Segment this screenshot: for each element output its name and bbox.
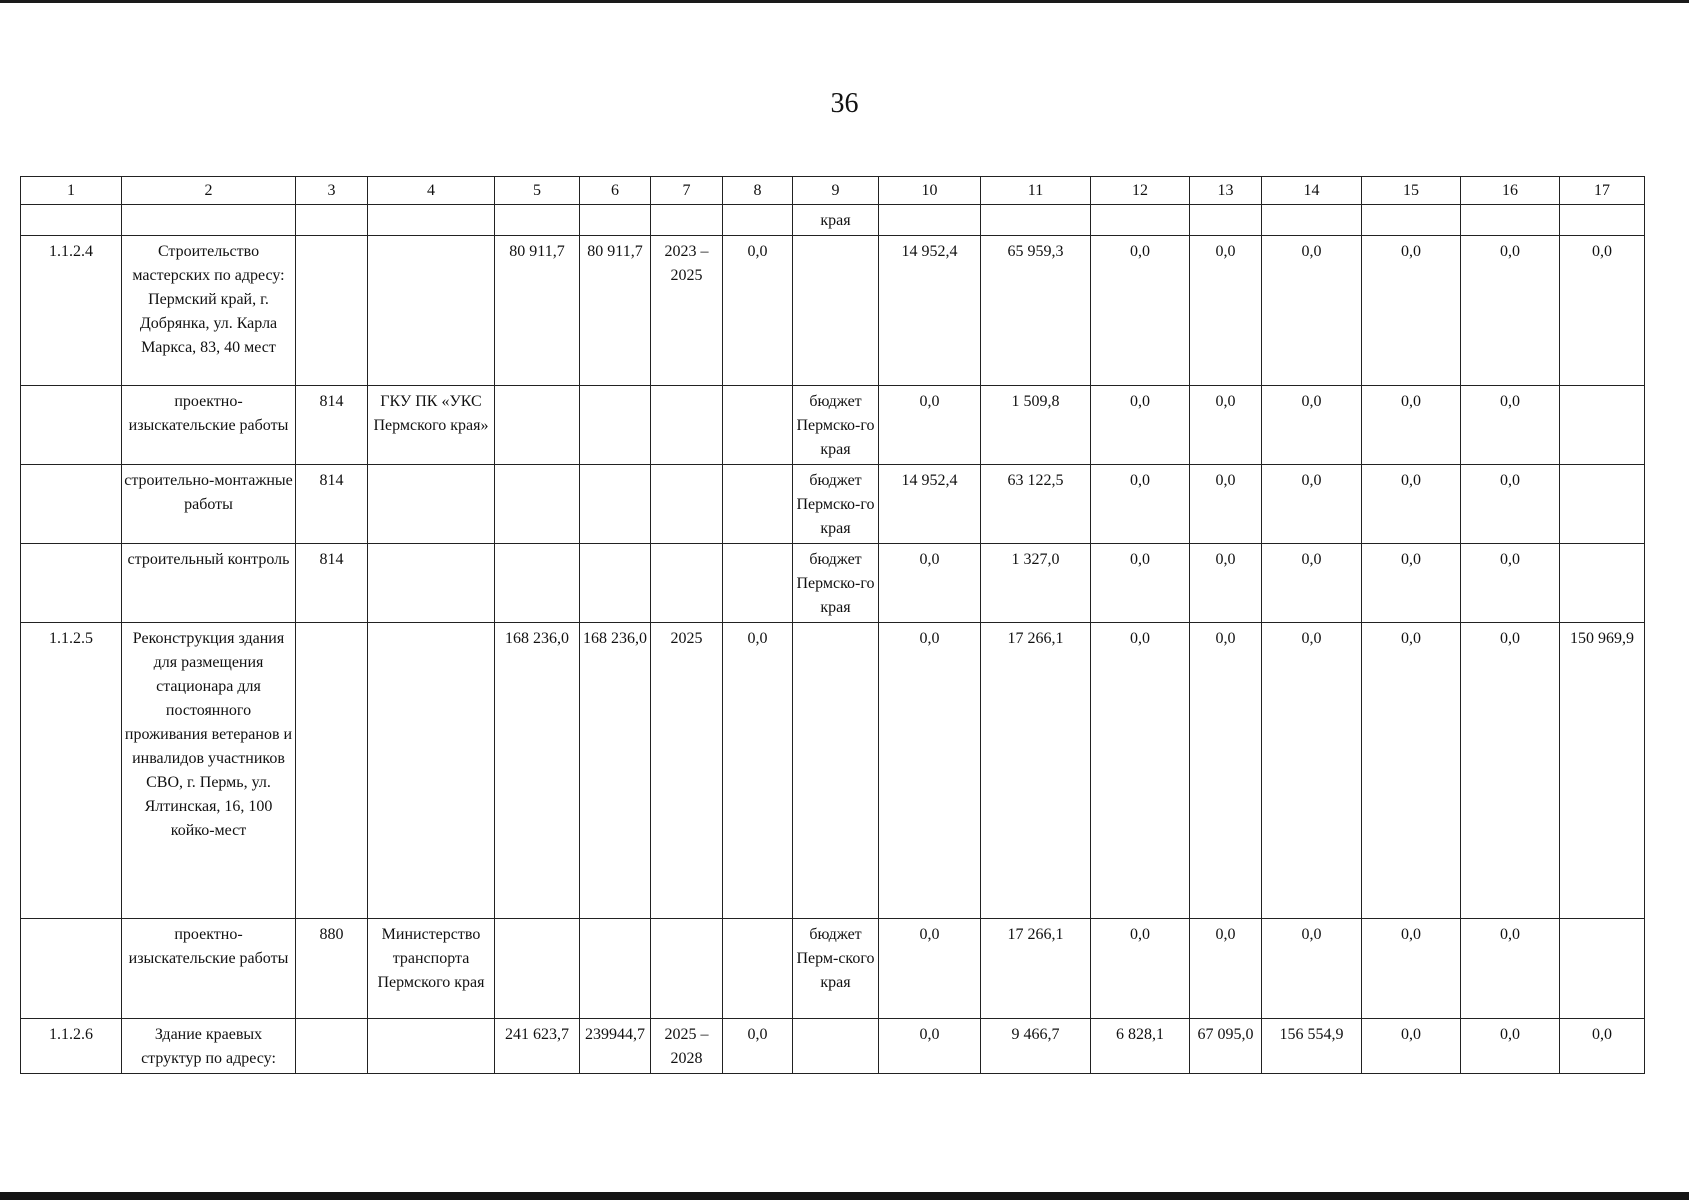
cell-col-5 <box>495 919 580 1019</box>
cell-col-1 <box>21 465 122 544</box>
cell-col-4 <box>368 544 495 623</box>
cell-col-2: Строительство мастерских по адресу: Пермский край, г. Добрянка, ул. Карла Маркса, 83, 40 мест <box>122 236 296 386</box>
table-row <box>21 544 1645 623</box>
cell-col-6: 239944,7 <box>580 1019 651 1074</box>
cell-col-5 <box>495 465 580 544</box>
cell-col-17 <box>1560 544 1645 623</box>
cell-col-1 <box>21 544 122 623</box>
cell-col-7 <box>651 919 723 1019</box>
header-cell-9: 9 <box>793 177 879 205</box>
cell-col-6 <box>580 544 651 623</box>
cell-col-10: 14 952,4 <box>879 465 981 544</box>
cell-col-15: 0,0 <box>1362 544 1461 623</box>
cell-col-15: 0,0 <box>1362 236 1461 386</box>
cell-col-13: 0,0 <box>1190 623 1262 919</box>
header-cell-13: 13 <box>1190 177 1262 205</box>
cell-col-8 <box>723 465 793 544</box>
cell-col-17 <box>1560 919 1645 1019</box>
cell-col-17: 0,0 <box>1560 1019 1645 1074</box>
cell-col-5 <box>495 205 580 236</box>
cell-col-2: проектно-изыскательские работы <box>122 386 296 465</box>
cell-col-1: 1.1.2.6 <box>21 1019 122 1074</box>
cell-col-11: 17 266,1 <box>981 919 1091 1019</box>
cell-col-12: 0,0 <box>1091 544 1190 623</box>
cell-col-17 <box>1560 386 1645 465</box>
table-row <box>21 205 1645 236</box>
header-cell-3: 3 <box>296 177 368 205</box>
cell-col-16: 0,0 <box>1461 623 1560 919</box>
cell-col-16: 0,0 <box>1461 919 1560 1019</box>
cell-col-15: 0,0 <box>1362 465 1461 544</box>
cell-col-12: 6 828,1 <box>1091 1019 1190 1074</box>
cell-col-5: 80 911,7 <box>495 236 580 386</box>
cell-col-8 <box>723 205 793 236</box>
table-row <box>21 623 1645 919</box>
header-cell-1: 1 <box>21 177 122 205</box>
cell-col-7 <box>651 386 723 465</box>
header-cell-15: 15 <box>1362 177 1461 205</box>
page-number: 36 <box>830 88 859 119</box>
cell-col-13: 0,0 <box>1190 919 1262 1019</box>
cell-col-5: 241 623,7 <box>495 1019 580 1074</box>
cell-col-14: 156 554,9 <box>1262 1019 1362 1074</box>
cell-col-13: 0,0 <box>1190 544 1262 623</box>
cell-col-5 <box>495 544 580 623</box>
cell-col-12: 0,0 <box>1091 623 1190 919</box>
cell-col-14: 0,0 <box>1262 919 1362 1019</box>
header-cell-17: 17 <box>1560 177 1645 205</box>
cell-col-13 <box>1190 205 1262 236</box>
cell-col-3: 814 <box>296 465 368 544</box>
cell-col-16 <box>1461 205 1560 236</box>
cell-col-15: 0,0 <box>1362 623 1461 919</box>
cell-col-2 <box>122 205 296 236</box>
cell-col-16: 0,0 <box>1461 544 1560 623</box>
header-cell-11: 11 <box>981 177 1091 205</box>
cell-col-16: 0,0 <box>1461 465 1560 544</box>
cell-col-9: бюджет Пермско-го края <box>793 544 879 623</box>
cell-col-6: 80 911,7 <box>580 236 651 386</box>
cell-col-8: 0,0 <box>723 1019 793 1074</box>
cell-col-12: 0,0 <box>1091 386 1190 465</box>
cell-col-3 <box>296 205 368 236</box>
cell-col-11: 63 122,5 <box>981 465 1091 544</box>
cell-col-9 <box>793 236 879 386</box>
cell-col-14: 0,0 <box>1262 544 1362 623</box>
cell-col-16: 0,0 <box>1461 386 1560 465</box>
cell-col-15 <box>1362 205 1461 236</box>
cell-col-13: 0,0 <box>1190 236 1262 386</box>
cell-col-1: 1.1.2.4 <box>21 236 122 386</box>
header-cell-4: 4 <box>368 177 495 205</box>
table-row <box>21 465 1645 544</box>
cell-col-5 <box>495 386 580 465</box>
cell-col-2: Реконструкция здания для размещения стационара для постоянного проживания ветеранов и инвалидов участников СВО, г. Пермь, ул. Ялтинская, 16, 100 койко-мест <box>122 623 296 919</box>
table-row <box>21 919 1645 1019</box>
cell-col-6 <box>580 386 651 465</box>
cell-col-7: 2025 – 2028 <box>651 1019 723 1074</box>
cell-col-12: 0,0 <box>1091 236 1190 386</box>
cell-col-17 <box>1560 465 1645 544</box>
cell-col-8 <box>723 919 793 1019</box>
cell-col-6 <box>580 465 651 544</box>
cell-col-11 <box>981 205 1091 236</box>
cell-col-9: бюджет Перм-ского края <box>793 919 879 1019</box>
cell-col-10: 0,0 <box>879 623 981 919</box>
cell-col-17: 0,0 <box>1560 236 1645 386</box>
cell-col-4 <box>368 205 495 236</box>
cell-col-4 <box>368 465 495 544</box>
cell-col-13: 0,0 <box>1190 465 1262 544</box>
header-cell-10: 10 <box>879 177 981 205</box>
table-row <box>21 236 1645 386</box>
cell-col-2: строительный контроль <box>122 544 296 623</box>
cell-col-16: 0,0 <box>1461 1019 1560 1074</box>
header-cell-7: 7 <box>651 177 723 205</box>
header-cell-12: 12 <box>1091 177 1190 205</box>
cell-col-14: 0,0 <box>1262 465 1362 544</box>
cell-col-4: ГКУ ПК «УКС Пермского края» <box>368 386 495 465</box>
cell-col-11: 65 959,3 <box>981 236 1091 386</box>
cell-col-1 <box>21 919 122 1019</box>
cell-col-12: 0,0 <box>1091 465 1190 544</box>
cell-col-12 <box>1091 205 1190 236</box>
cell-col-17 <box>1560 205 1645 236</box>
cell-col-9: бюджет Пермско-го края <box>793 465 879 544</box>
cell-col-1 <box>21 205 122 236</box>
cell-col-6 <box>580 919 651 1019</box>
cell-col-4 <box>368 623 495 919</box>
cell-col-14: 0,0 <box>1262 236 1362 386</box>
header-cell-5: 5 <box>495 177 580 205</box>
header-cell-8: 8 <box>723 177 793 205</box>
cell-col-4 <box>368 236 495 386</box>
cell-col-7 <box>651 544 723 623</box>
cell-col-4 <box>368 1019 495 1074</box>
cell-col-11: 9 466,7 <box>981 1019 1091 1074</box>
cell-col-2: Здание краевых структур по адресу: <box>122 1019 296 1074</box>
cell-col-10 <box>879 205 981 236</box>
header-cell-6: 6 <box>580 177 651 205</box>
cell-col-3 <box>296 236 368 386</box>
cell-col-14: 0,0 <box>1262 386 1362 465</box>
cell-col-5: 168 236,0 <box>495 623 580 919</box>
cell-col-7: 2025 <box>651 623 723 919</box>
cell-col-4: Министерство транспорта Пермского края <box>368 919 495 1019</box>
cell-col-8 <box>723 544 793 623</box>
cell-col-13: 0,0 <box>1190 386 1262 465</box>
cell-col-13: 67 095,0 <box>1190 1019 1262 1074</box>
cell-col-10: 0,0 <box>879 544 981 623</box>
cell-col-1 <box>21 386 122 465</box>
cell-col-16: 0,0 <box>1461 236 1560 386</box>
cell-col-10: 0,0 <box>879 1019 981 1074</box>
cell-col-15: 0,0 <box>1362 919 1461 1019</box>
header-cell-2: 2 <box>122 177 296 205</box>
header-cell-16: 16 <box>1461 177 1560 205</box>
cell-col-9 <box>793 623 879 919</box>
header-cell-14: 14 <box>1262 177 1362 205</box>
cell-col-6: 168 236,0 <box>580 623 651 919</box>
cell-col-2: строительно-монтажные работы <box>122 465 296 544</box>
cell-col-10: 14 952,4 <box>879 236 981 386</box>
cell-col-3 <box>296 1019 368 1074</box>
header-row <box>21 177 1645 205</box>
table-row <box>21 1019 1645 1074</box>
cell-col-3: 814 <box>296 544 368 623</box>
cell-col-7 <box>651 465 723 544</box>
cell-col-9 <box>793 1019 879 1074</box>
cell-col-8: 0,0 <box>723 623 793 919</box>
cell-col-3: 880 <box>296 919 368 1019</box>
cell-col-3: 814 <box>296 386 368 465</box>
table-row <box>21 386 1645 465</box>
cell-col-12: 0,0 <box>1091 919 1190 1019</box>
cell-col-10: 0,0 <box>879 919 981 1019</box>
cell-col-15: 0,0 <box>1362 1019 1461 1074</box>
cell-col-3 <box>296 623 368 919</box>
cell-col-10: 0,0 <box>879 386 981 465</box>
cell-col-6 <box>580 205 651 236</box>
page-bottom-edge <box>0 1192 1689 1200</box>
cell-col-8: 0,0 <box>723 236 793 386</box>
cell-col-2: проектно-изыскательские работы <box>122 919 296 1019</box>
cell-col-1: 1.1.2.5 <box>21 623 122 919</box>
cell-col-11: 1 509,8 <box>981 386 1091 465</box>
cell-col-9: бюджет Пермско-го края <box>793 386 879 465</box>
cell-col-8 <box>723 386 793 465</box>
cell-col-14: 0,0 <box>1262 623 1362 919</box>
cell-col-11: 17 266,1 <box>981 623 1091 919</box>
cell-col-15: 0,0 <box>1362 386 1461 465</box>
cell-col-11: 1 327,0 <box>981 544 1091 623</box>
page-top-edge <box>0 0 1689 3</box>
cell-col-7 <box>651 205 723 236</box>
cell-col-17: 150 969,9 <box>1560 623 1645 919</box>
table-body <box>21 177 1645 1074</box>
budget-table <box>20 176 1645 1074</box>
cell-col-14 <box>1262 205 1362 236</box>
cell-col-9: края <box>793 205 879 236</box>
cell-col-7: 2023 – 2025 <box>651 236 723 386</box>
